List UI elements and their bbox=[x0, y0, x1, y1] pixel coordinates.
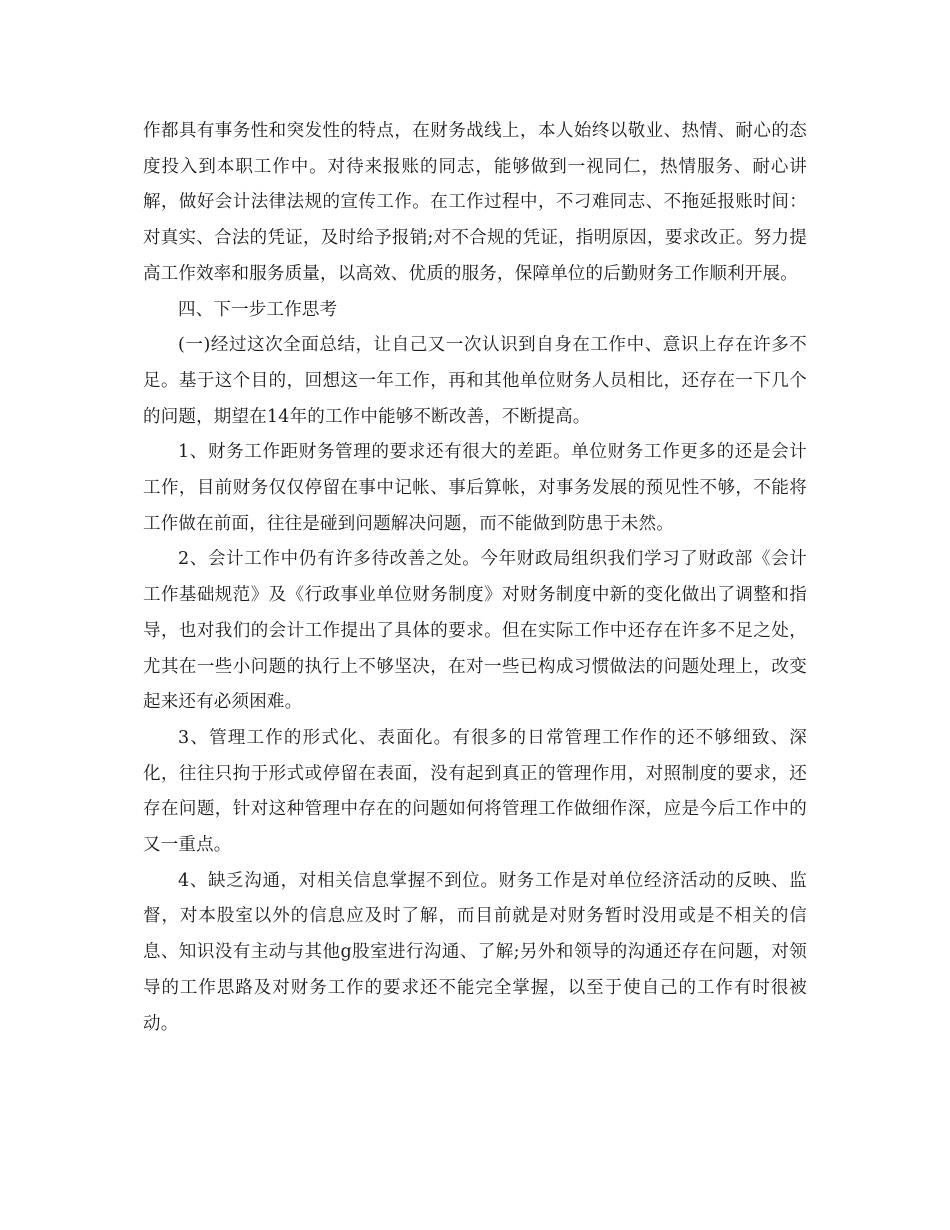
paragraph-summary: (一)经过这次全面总结，让自己又一次认识到自身在工作中、意识上存在许多不足。基于这个目的，回想这一年工作，再和其他单位财务人员相比，还存在一下几个的问题，期望在14年的工作中能够不断改善，不断提高。 bbox=[143, 335, 807, 427]
paragraph-item-4: 4、缺乏沟通，对相关信息掌握不到位。财务工作是对单位经济活动的反映、监督，对本股室以外的信息应及时了解，而目前就是对财务暂时没用或是不相关的信息、知识没有主动与其他g股室进行沟通、了解;另外和领导的沟通还存在问题，对领导的工作思路及对财务工作的要求还不能完全掌握，以至于使自己的工作有时很被动。 bbox=[143, 870, 807, 1034]
paragraph-item-3: 3、管理工作的形式化、表面化。有很多的日常管理工作作的还不够细致、深化，往往只拘于形式或停留在表面，没有起到真正的管理作用，对照制度的要求，还存在问题，针对这种管理中存在的问题如何将管理工作做细作深，应是今后工作中的又一重点。 bbox=[143, 727, 807, 856]
paragraph-item-1: 1、财务工作距财务管理的要求还有很大的差距。单位财务工作更多的还是会计工作，目前财务仅仅停留在事中记帐、事后算帐，对事务发展的预见性不够，不能将工作做在前面，往往是碰到问题解决问题，而不能做到防患于未然。 bbox=[143, 442, 807, 534]
paragraph-item-2: 2、会计工作中仍有许多待改善之处。今年财政局组织我们学习了财政部《会计工作基础规范》及《行政事业单位财务制度》对财务制度中新的变化做出了调整和指导，也对我们的会计工作提出了具体的要求。但在实际工作中还存在许多不足之处，尤其在一些小问题的执行上不够坚决，在对一些已构成习惯做法的问题处理上，改变起来还有必须困难。 bbox=[143, 549, 807, 713]
paragraph-intro-continued: 作都具有事务性和突发性的特点，在财务战线上，本人始终以敬业、热情、耐心的态度投入到本职工作中。对待来报账的同志，能够做到一视同仁，热情服务、耐心讲解，做好会计法律法规的宣传工作。在工作过程中，不刁难同志、不拖延报账时间：对真实、合法的凭证，及时给予报销;对不合规的凭证，指明原因，要求改正。努力提高工作效率和服务质量，以高效、优质的服务，保障单位的后勤财务工作顺利开展。 bbox=[143, 121, 807, 284]
section-heading-next-steps: 四、下一步工作思考 bbox=[178, 299, 338, 320]
document-body bbox=[143, 114, 807, 1042]
